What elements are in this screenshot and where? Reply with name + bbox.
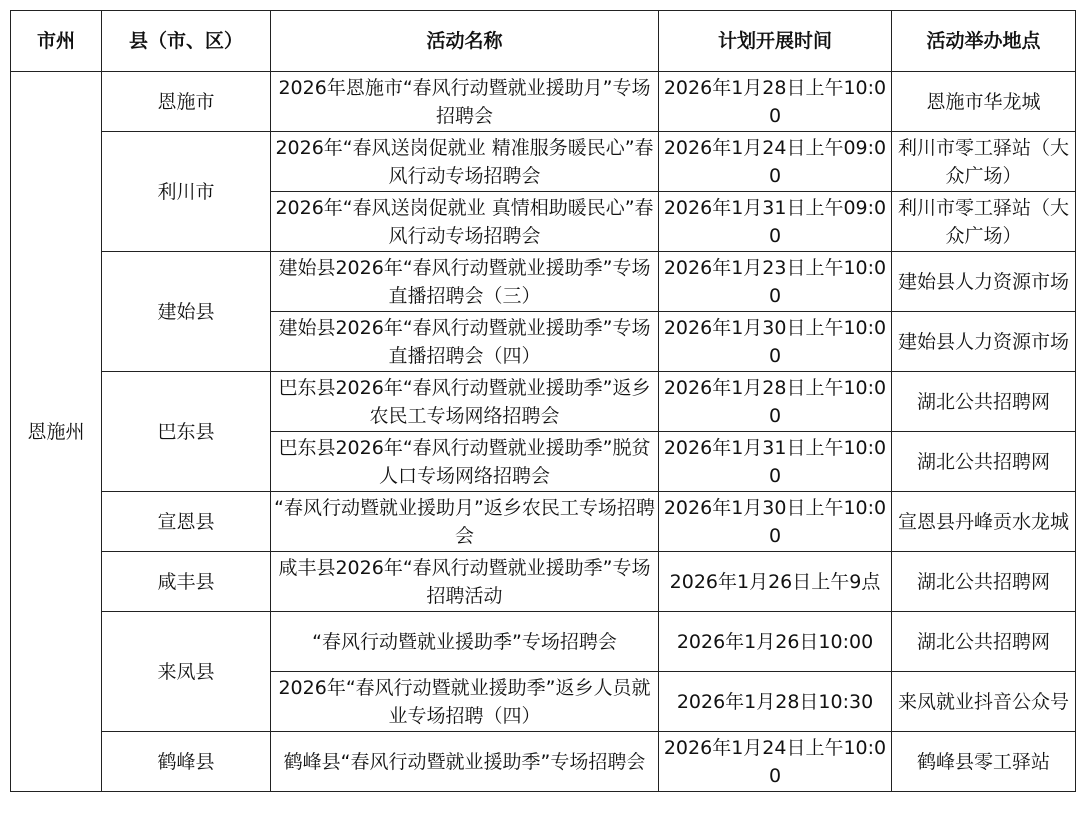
planned-time-cell: 2026年1月31日上午10:00 bbox=[659, 432, 892, 492]
location-cell: 宣恩县丹峰贡水龙城 bbox=[892, 492, 1076, 552]
planned-time-cell: 2026年1月24日上午09:00 bbox=[659, 132, 892, 192]
location-cell: 湖北公共招聘网 bbox=[892, 552, 1076, 612]
table-row bbox=[11, 132, 1076, 192]
planned-time-cell: 2026年1月30日上午10:00 bbox=[659, 492, 892, 552]
county-cell: 恩施市 bbox=[102, 72, 271, 132]
activity-name-cell: “春风行动暨就业援助月”返乡农民工专场招聘会 bbox=[271, 492, 659, 552]
county-cell: 宣恩县 bbox=[102, 492, 271, 552]
planned-time-cell: 2026年1月26日10:00 bbox=[659, 612, 892, 672]
table-row bbox=[11, 72, 1076, 132]
activity-name-cell: 2026年恩施市“春风行动暨就业援助月”专场招聘会 bbox=[271, 72, 659, 132]
activity-name-cell: 鹤峰县“春风行动暨就业援助季”专场招聘会 bbox=[271, 732, 659, 792]
activity-name-cell: 2026年“春风行动暨就业援助季”返乡人员就业专场招聘（四） bbox=[271, 672, 659, 732]
county-cell: 建始县 bbox=[102, 252, 271, 372]
planned-time-cell: 2026年1月31日上午09:00 bbox=[659, 192, 892, 252]
activity-name-cell: 巴东县2026年“春风行动暨就业援助季”脱贫人口专场网络招聘会 bbox=[271, 432, 659, 492]
planned-time-cell: 2026年1月28日上午10:00 bbox=[659, 372, 892, 432]
location-cell: 来凤就业抖音公众号 bbox=[892, 672, 1076, 732]
table-row bbox=[11, 612, 1076, 672]
planned-time-cell: 2026年1月28日10:30 bbox=[659, 672, 892, 732]
table-row bbox=[11, 732, 1076, 792]
header-row bbox=[11, 11, 1076, 72]
region-cell: 恩施州 bbox=[11, 72, 102, 792]
activity-name-cell: 建始县2026年“春风行动暨就业援助季”专场直播招聘会（四） bbox=[271, 312, 659, 372]
location-cell: 建始县人力资源市场 bbox=[892, 312, 1076, 372]
table-body bbox=[11, 72, 1076, 792]
header-activity: 活动名称 bbox=[271, 11, 659, 72]
activity-name-cell: 2026年“春风送岗促就业 真情相助暖民心”春风行动专场招聘会 bbox=[271, 192, 659, 252]
table-row bbox=[11, 552, 1076, 612]
table-row bbox=[11, 492, 1076, 552]
activity-name-cell: 建始县2026年“春风行动暨就业援助季”专场直播招聘会（三） bbox=[271, 252, 659, 312]
location-cell: 恩施市华龙城 bbox=[892, 72, 1076, 132]
county-cell: 巴东县 bbox=[102, 372, 271, 492]
schedule-table bbox=[10, 10, 1076, 792]
activity-name-cell: “春风行动暨就业援助季”专场招聘会 bbox=[271, 612, 659, 672]
header-city: 市州 bbox=[11, 11, 102, 72]
activity-name-cell: 咸丰县2026年“春风行动暨就业援助季”专场招聘活动 bbox=[271, 552, 659, 612]
activity-name-cell: 巴东县2026年“春风行动暨就业援助季”返乡农民工专场网络招聘会 bbox=[271, 372, 659, 432]
location-cell: 利川市零工驿站（大众广场） bbox=[892, 192, 1076, 252]
county-cell: 咸丰县 bbox=[102, 552, 271, 612]
location-cell: 湖北公共招聘网 bbox=[892, 432, 1076, 492]
header-location: 活动举办地点 bbox=[892, 11, 1076, 72]
activity-name-cell: 2026年“春风送岗促就业 精准服务暖民心”春风行动专场招聘会 bbox=[271, 132, 659, 192]
table-row bbox=[11, 252, 1076, 312]
header-county: 县（市、区） bbox=[102, 11, 271, 72]
location-cell: 建始县人力资源市场 bbox=[892, 252, 1076, 312]
table-row bbox=[11, 372, 1076, 432]
county-cell: 利川市 bbox=[102, 132, 271, 252]
header-time: 计划开展时间 bbox=[659, 11, 892, 72]
county-cell: 鹤峰县 bbox=[102, 732, 271, 792]
planned-time-cell: 2026年1月23日上午10:00 bbox=[659, 252, 892, 312]
planned-time-cell: 2026年1月28日上午10:00 bbox=[659, 72, 892, 132]
county-cell: 来凤县 bbox=[102, 612, 271, 732]
planned-time-cell: 2026年1月30日上午10:00 bbox=[659, 312, 892, 372]
planned-time-cell: 2026年1月26日上午9点 bbox=[659, 552, 892, 612]
location-cell: 利川市零工驿站（大众广场） bbox=[892, 132, 1076, 192]
location-cell: 湖北公共招聘网 bbox=[892, 612, 1076, 672]
location-cell: 鹤峰县零工驿站 bbox=[892, 732, 1076, 792]
location-cell: 湖北公共招聘网 bbox=[892, 372, 1076, 432]
planned-time-cell: 2026年1月24日上午10:00 bbox=[659, 732, 892, 792]
